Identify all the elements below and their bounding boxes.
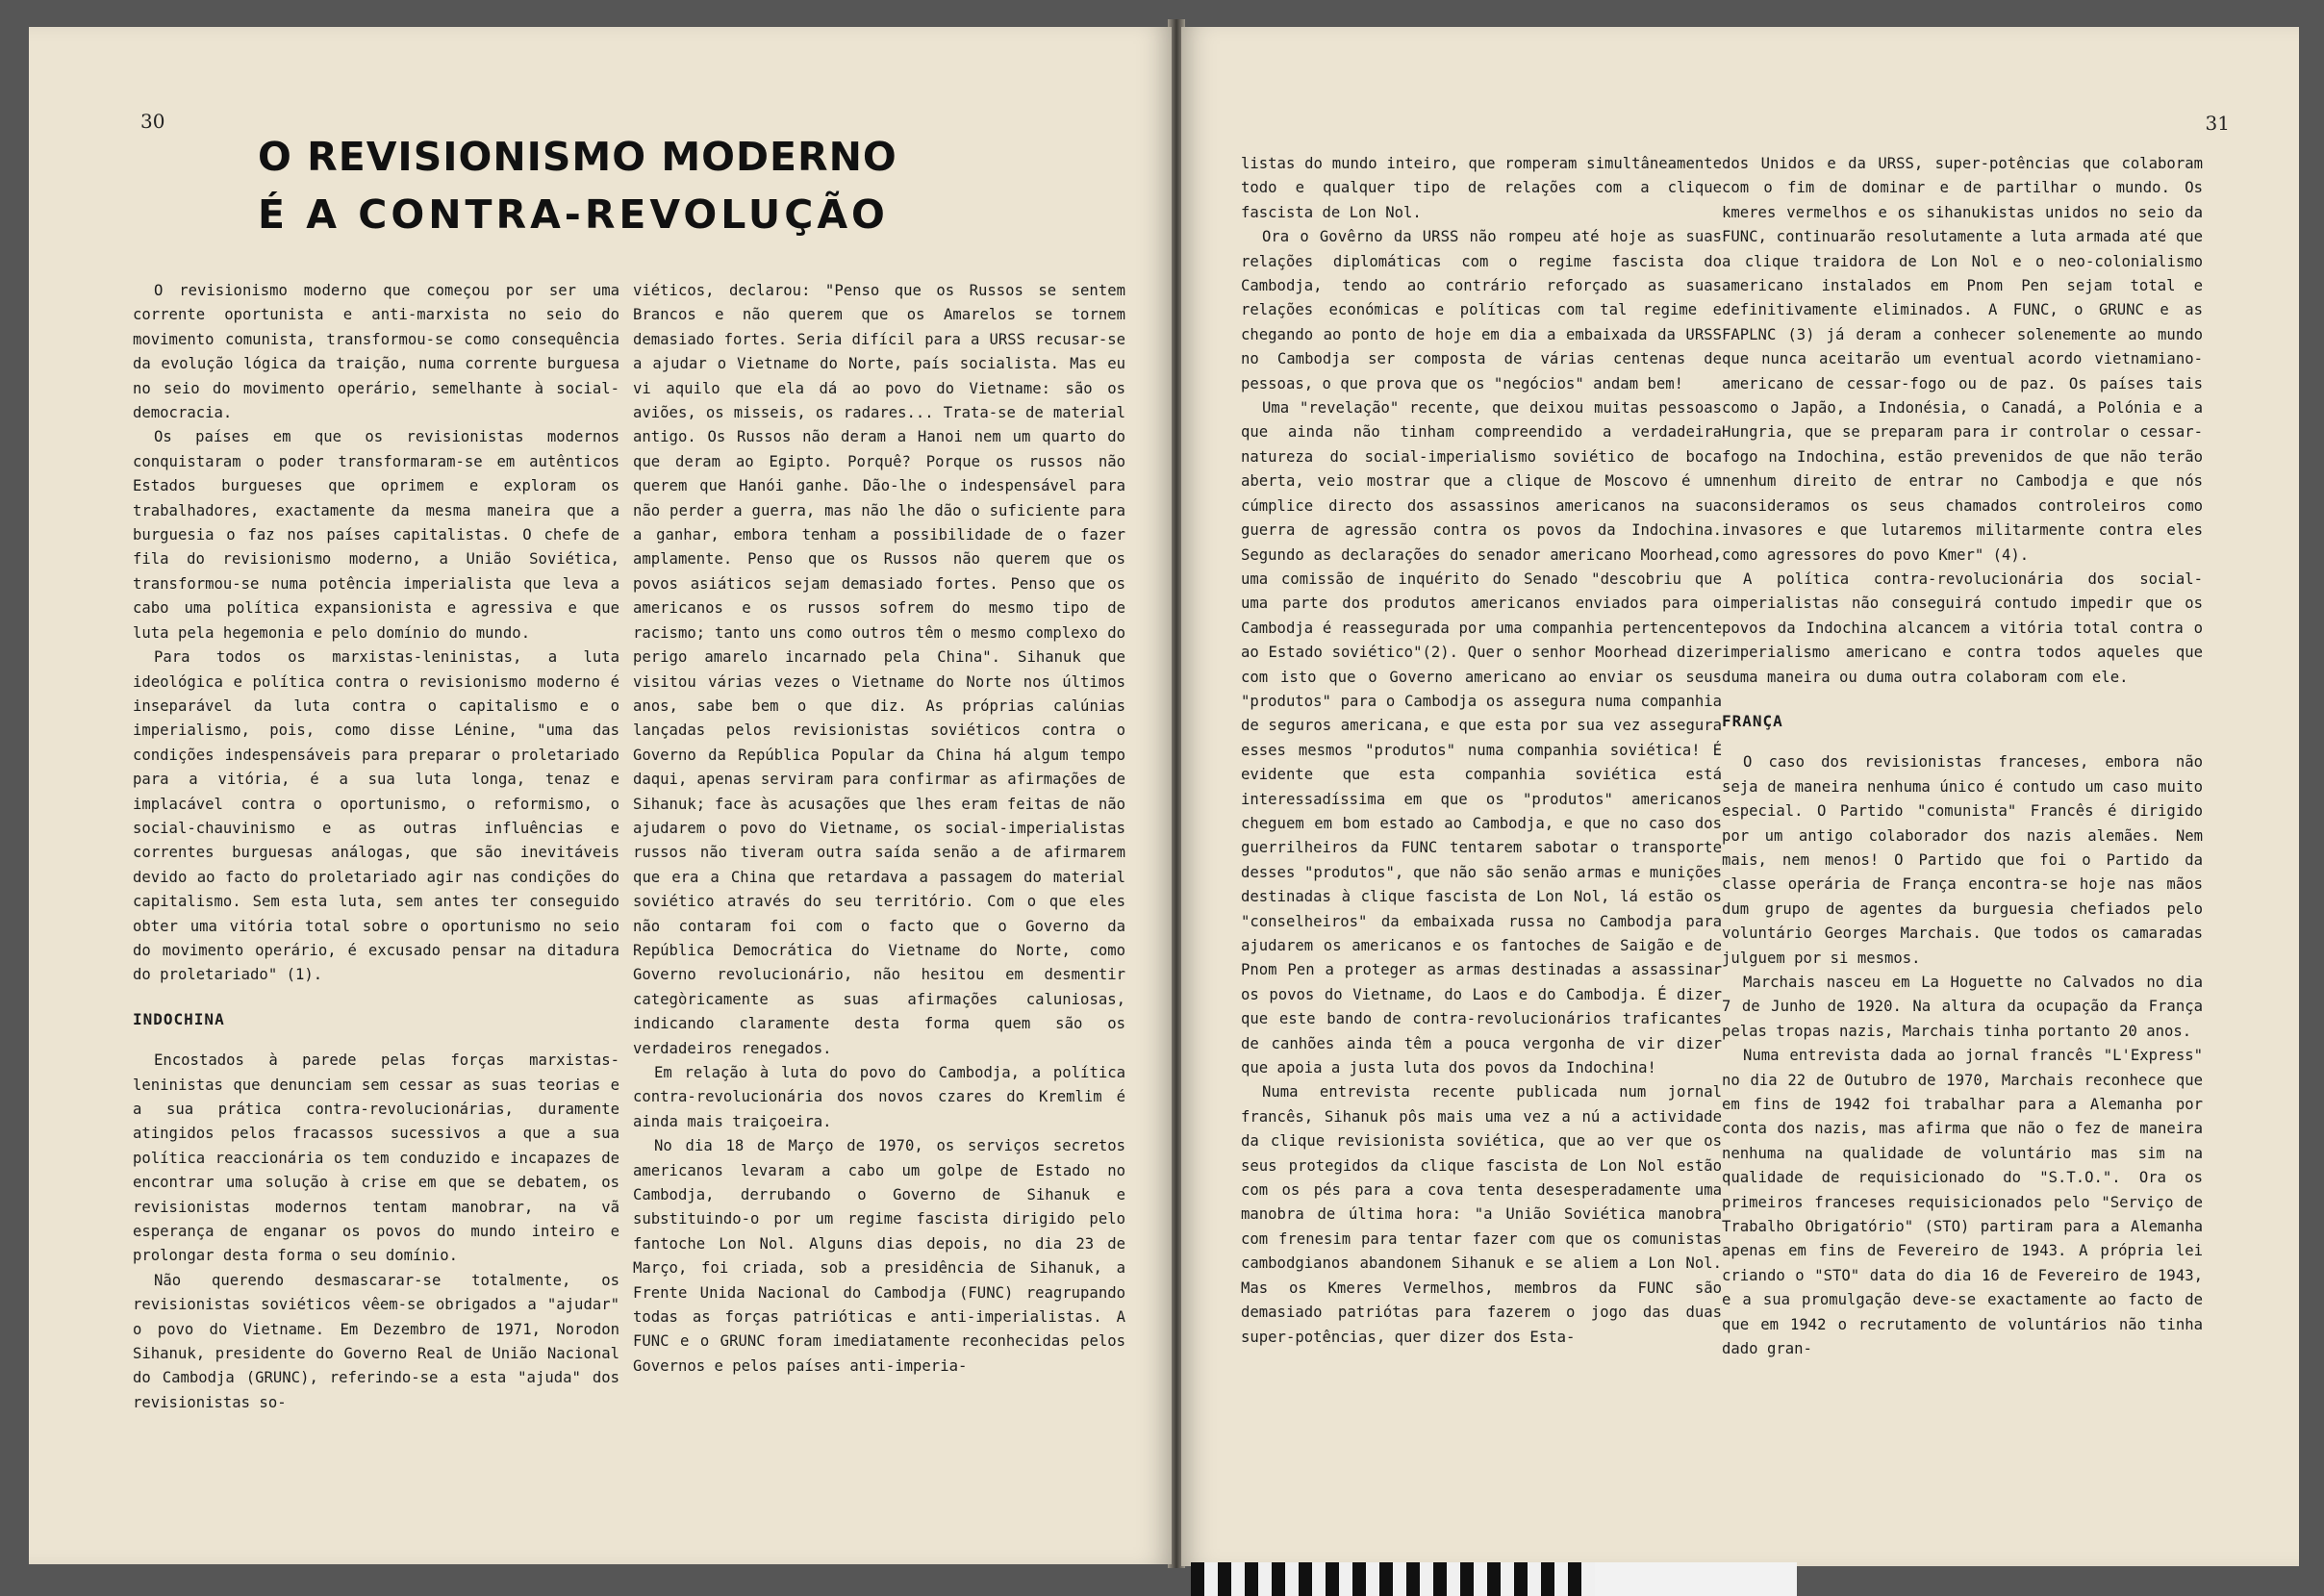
paragraph: A política contra-revolucionária dos social-imperialistas não conseguirá contudo impedir que os povos da Indochina alcancem a vitória total contra o imperialismo americano e contra todos aqueles que duma maneira ou duma outra colaboram com ele. (1722, 570, 2203, 686)
left-page (29, 27, 1172, 1564)
paragraph: O caso dos revisionistas franceses, embora não seja de maneira nenhuma único é contudo um caso muito especial. O Partido "comunista" Francês é dirigido por um antigo colaborador dos nazis alemães. Nem mais, nem menos! O Partido que foi o Partido da classe operária de França encontra-se hoje nas mãos dum grupo de agentes da burguesia chefiados pelo voluntário Georges Marchais. Que todos os camaradas julguem por si mesmos. (1722, 753, 2203, 967)
paragraph: Em relação à luta do povo do Cambodja, a política contra-revolucionária dos novos czares do Kremlim é ainda mais traiçoeira. (633, 1064, 1125, 1130)
paragraph: Uma "revelação" recente, que deixou muitas pessoas que ainda não tinham compreendido a verdadeira natureza do social-imperialismo soviético de boca aberta, veio mostrar que a clique de Moscovo é um cúmplice directo dos assassinos americanos na sua guerra de agressão contra os povos da Indochina. Segundo as declarações do senador americano Moorhead, uma comissão de inquérito do Senado "descobriu que uma parte dos produtos americanos enviados para o Cambodja é reassegurada por uma companhia pertencente ao Estado soviético"(2). Quer o senhor Moorhead dizer com isto que o Governo americano ao enviar os seus "produtos" para o Cambodja os assegura numa companhia de seguros americana, e que esta por sua vez assegura esses mesmos "produtos" numa companhia soviética! É evidente que esta companhia soviética está interessadíssima em que os "produtos" americanos cheguem em bom estado ao Cambodja, e que no caso dos guerrilheiros da FUNC tentarem sabotar o transporte desses "produtos", que não são senão armas e munições destinadas à clique fascista de Lon Nol, lá estão os "conselheiros" da embaixada russa no Cambodja para ajudarem os americanos e os fantoches de Saigão e de Pnom Pen a proteger as armas destinadas a assassinar os povos do Vietname, do Laos e do Cambodja. É dizer que este bando de contra-revolucionários traficantes de canhões ainda têm a pouca vergonha de vir dizer que apoia a justa luta dos povos da Indochina! (1241, 399, 1722, 1077)
scale-ruler-blank (1595, 1562, 1797, 1596)
paragraph: O revisionismo moderno que começou por ser uma corrente oportunista e anti-marxista no seio do movimento comunista, transformou-se como consequência da evolução lógica da traição, numa corrente burguesa no seio do movimento operário, semelhante à social-democracia. (133, 282, 619, 422)
right-column-1 (1241, 152, 1722, 1350)
paragraph: Para todos os marxistas-leninistas, a luta ideológica e política contra o revisionismo moderno é inseparável da luta contra o capitalismo e o imperialismo, pois, como disse Lénine, "uma das condições indespensáveis para preparar o proletariado para a vitória, é a sua luta longa, tenaz e implacável contra o oportunismo, o reformismo, o social-chauvinismo e as outras influências e correntes burguesas análogas, que são inevitáveis devido ao facto do proletariado agir nas condições do capitalismo. Sem esta luta, sem antes ter conseguido obter uma vitória total sobre o oportunismo no seio do movimento operário, é excusado pensar na ditadura do proletariado" (1). (133, 648, 619, 984)
paragraph: Ora o Govêrno da URSS não rompeu até hoje as suas relações diplomáticas com o regime fascista do Cambodja, tendo ao contrário reforçado as suas relações económicas e políticas com tal regime e chegando ao ponto de hoje em dia a embaixada da URSS no Cambodja ser composta de várias centenas de pessoas, o que prova que os "negócios" andam bem! (1241, 228, 1722, 393)
paragraph: Encostados à parede pelas forças marxistas-leninistas que denunciam sem cessar as suas teorias e a sua prática contra-revolucionárias, duramente atingidos pelos fracassos sucessivos a que a sua política reaccionária os tem conduzido e incapazes de encontrar uma solução à crise em que se debatem, os revisionistas modernos tentam manobrar, na vã esperança de enganar os povos do mundo inteiro e prolongar desta forma o seu domínio. (133, 1051, 619, 1265)
paragraph: Numa entrevista dada ao jornal francês "L'Express" no dia 22 de Outubro de 1970, Marchais reconhece que em fins de 1942 foi trabalhar para a Alemanha por conta dos nazis, mas afirma que não o fez de maneira nenhuma na qualidade de voluntário mas sim na qualidade de requisicionado do "S.T.O.". Ora os primeiros franceses requisicionados pelo "Serviço de Trabalho Obrigatório" (STO) partiram para a Alemanha apenas em fins de Fevereiro de 1943. A própria lei criando o "STO" data do dia 16 de Fevereiro de 1943, e a sua promulgação deve-se exactamente ao facto de que em 1942 o recrutamento de voluntários não tinha dado gran- (1722, 1047, 2203, 1358)
section-heading-franca: FRANÇA (1722, 711, 1783, 730)
article-title-line2: É A CONTRA-REVOLUÇÃO (258, 191, 889, 238)
article-title-line1: O REVISIONISMO MODERNO (258, 134, 897, 180)
paragraph: listas do mundo inteiro, que romperam simultâneamente todo e qualquer tipo de relações com a clique fascista de Lon Nol. (1241, 155, 1722, 221)
scale-ruler (1191, 1562, 1595, 1596)
left-column-2 (633, 279, 1125, 1379)
paragraph: dos Unidos e da URSS, super-potências que colaboram com o fim de dominar e de partilhar o mundo. Os kmeres vermelhos e os sihanukistas unidos no seio da FUNC, continuarão resolutamente a luta armada até que a clique traidora de Lon Nol e o neo-colonialismo americano instalados em Pnom Pen sejam total e definitivamente eliminados. A FUNC, o GRUNC e as FAPLNC (3) já deram a conhecer solenemente ao mundo que nunca aceitarão um eventual acordo vietnamiano-americano de cessar-fogo ou de paz. Os países tais como o Japão, a Indonésia, o Canadá, a Polónia e a Hungria, que se preparam para ir controlar o cessar-fogo na Indochina, estão prevenidos de que não terão nenhum direito de entrar no Cambodja e que nós consideramos os seus chamados controleiros como invasores e que lutaremos militarmente contra eles como agressores do povo Kmer" (4). (1722, 155, 2203, 564)
section-heading-indochina: INDOCHINA (133, 1009, 225, 1028)
paragraph: Os países em que os revisionistas modernos conquistaram o poder transformaram-se em autênticos Estados burgueses que oprimem e exploram os trabalhadores, exactamente da mesma maneira que a burguesia o faz nos países capitalistas. O chefe de fila do revisionismo moderno, a União Soviética, transformou-se numa potência imperialista que leva a cabo uma política expansionista e agressiva e que luta pela hegemonia e pelo domínio do mundo. (133, 428, 619, 642)
paragraph: Não querendo desmascarar-se totalmente, os revisionistas soviéticos vêem-se obrigados a "ajudar" o povo do Vietname. Em Dezembro de 1971, Norodon Sihanuk, presidente do Governo Real de União Nacional do Cambodja (GRUNC), referindo-se a esta "ajuda" dos revisionistas so- (133, 1271, 619, 1411)
page-number: 31 (2205, 112, 2230, 135)
left-column-1 (133, 279, 619, 1415)
right-page (1181, 27, 2299, 1566)
paragraph: Numa entrevista recente publicada num jornal francês, Sihanuk pôs mais uma vez a nú a actividade da clique revisionista soviética, que ao ver que os seus protegidos da clique fascista de Lon Nol estão com os pés para a cova tenta desesperadamente uma manobra de última hora: "a União Soviética manobra com frenesim para tentar fazer com que os comunistas cambodgianos abandonem Sihanuk e se aliem a Lon Nol. Mas os Kmeres Vermelhos, membros da FUNC são demasiado patriótas para fazerem o jogo das duas super-potências, quer dizer dos Esta- (1241, 1083, 1722, 1346)
paragraph: No dia 18 de Março de 1970, os serviços secretos americanos levaram a cabo um golpe de Estado no Cambodja, derrubando o Governo de Sihanuk e substituindo-o por um regime fascista dirigido pelo fantoche Lon Nol. Alguns dias depois, no dia 23 de Março, foi criada, sob a presidência de Sihanuk, a Frente Unida Nacional do Cambodja (FUNC) reagrupando todas as forças patrióticas e anti-imperialistas. A FUNC e o GRUNC foram imediatamente reconhecidas pelos Governos e pelos países anti-imperia- (633, 1137, 1125, 1375)
paragraph: Marchais nasceu em La Hoguette no Calvados no dia 7 de Junho de 1920. Na altura da ocupação da França pelas tropas nazis, Marchais tinha portanto 20 anos. (1722, 974, 2203, 1040)
paragraph: viéticos, declarou: "Penso que os Russos se sentem Brancos e não querem que os Amarelos se tornem demasiado fortes. Seria difícil para a URSS recusar-se a ajudar o Vietname do Norte, país socialista. Mas eu vi aquilo que ela dá ao povo do Vietname: são os aviões, os misseis, os radares... Trata-se de material antigo. Os Russos não deram a Hanoi nem um quarto do que deram ao Egipto. Porquê? Porque os russos não querem que Hanói ganhe. Dão-lhe o indespensável para não perder a guerra, mas não lhe dão o suficiente para a ganhar, embora tenham a possibilidade de o fazer amplamente. Penso que os Russos não querem que os povos asiáticos sejam demasiado fortes. Penso que os americanos e os russos sofrem do mesmo tipo de racismo; tanto uns como outros têm o mesmo complexo do perigo amarelo incarnado pela China". Sihanuk que visitou várias vezes o Vietname do Norte nos últimos anos, sabe bem o que diz. As próprias calúnias lançadas pelos revisionistas soviéticos contra o Governo da República Popular da China há algum tempo daqui, apenas serviram para confirmar as afirmações de Sihanuk; face às acusações que lhes eram feitas de não ajudarem o povo do Vietname, os social-imperialistas russos não tiveram outra saída senão a de afirmarem que era a China que retardava a passagem do material soviético através do seu território. Com o que eles não contaram foi com o facto que o Governo da República Democrática do Vietname do Norte, como Governo revolucionário, não hesitou em desmentir categòricamente as suas afirmações caluniosas, indicando claramente desta forma quem são os verdadeiros renegados. (633, 282, 1125, 1057)
page-number: 30 (140, 110, 165, 133)
right-column-2 (1722, 152, 2203, 1362)
